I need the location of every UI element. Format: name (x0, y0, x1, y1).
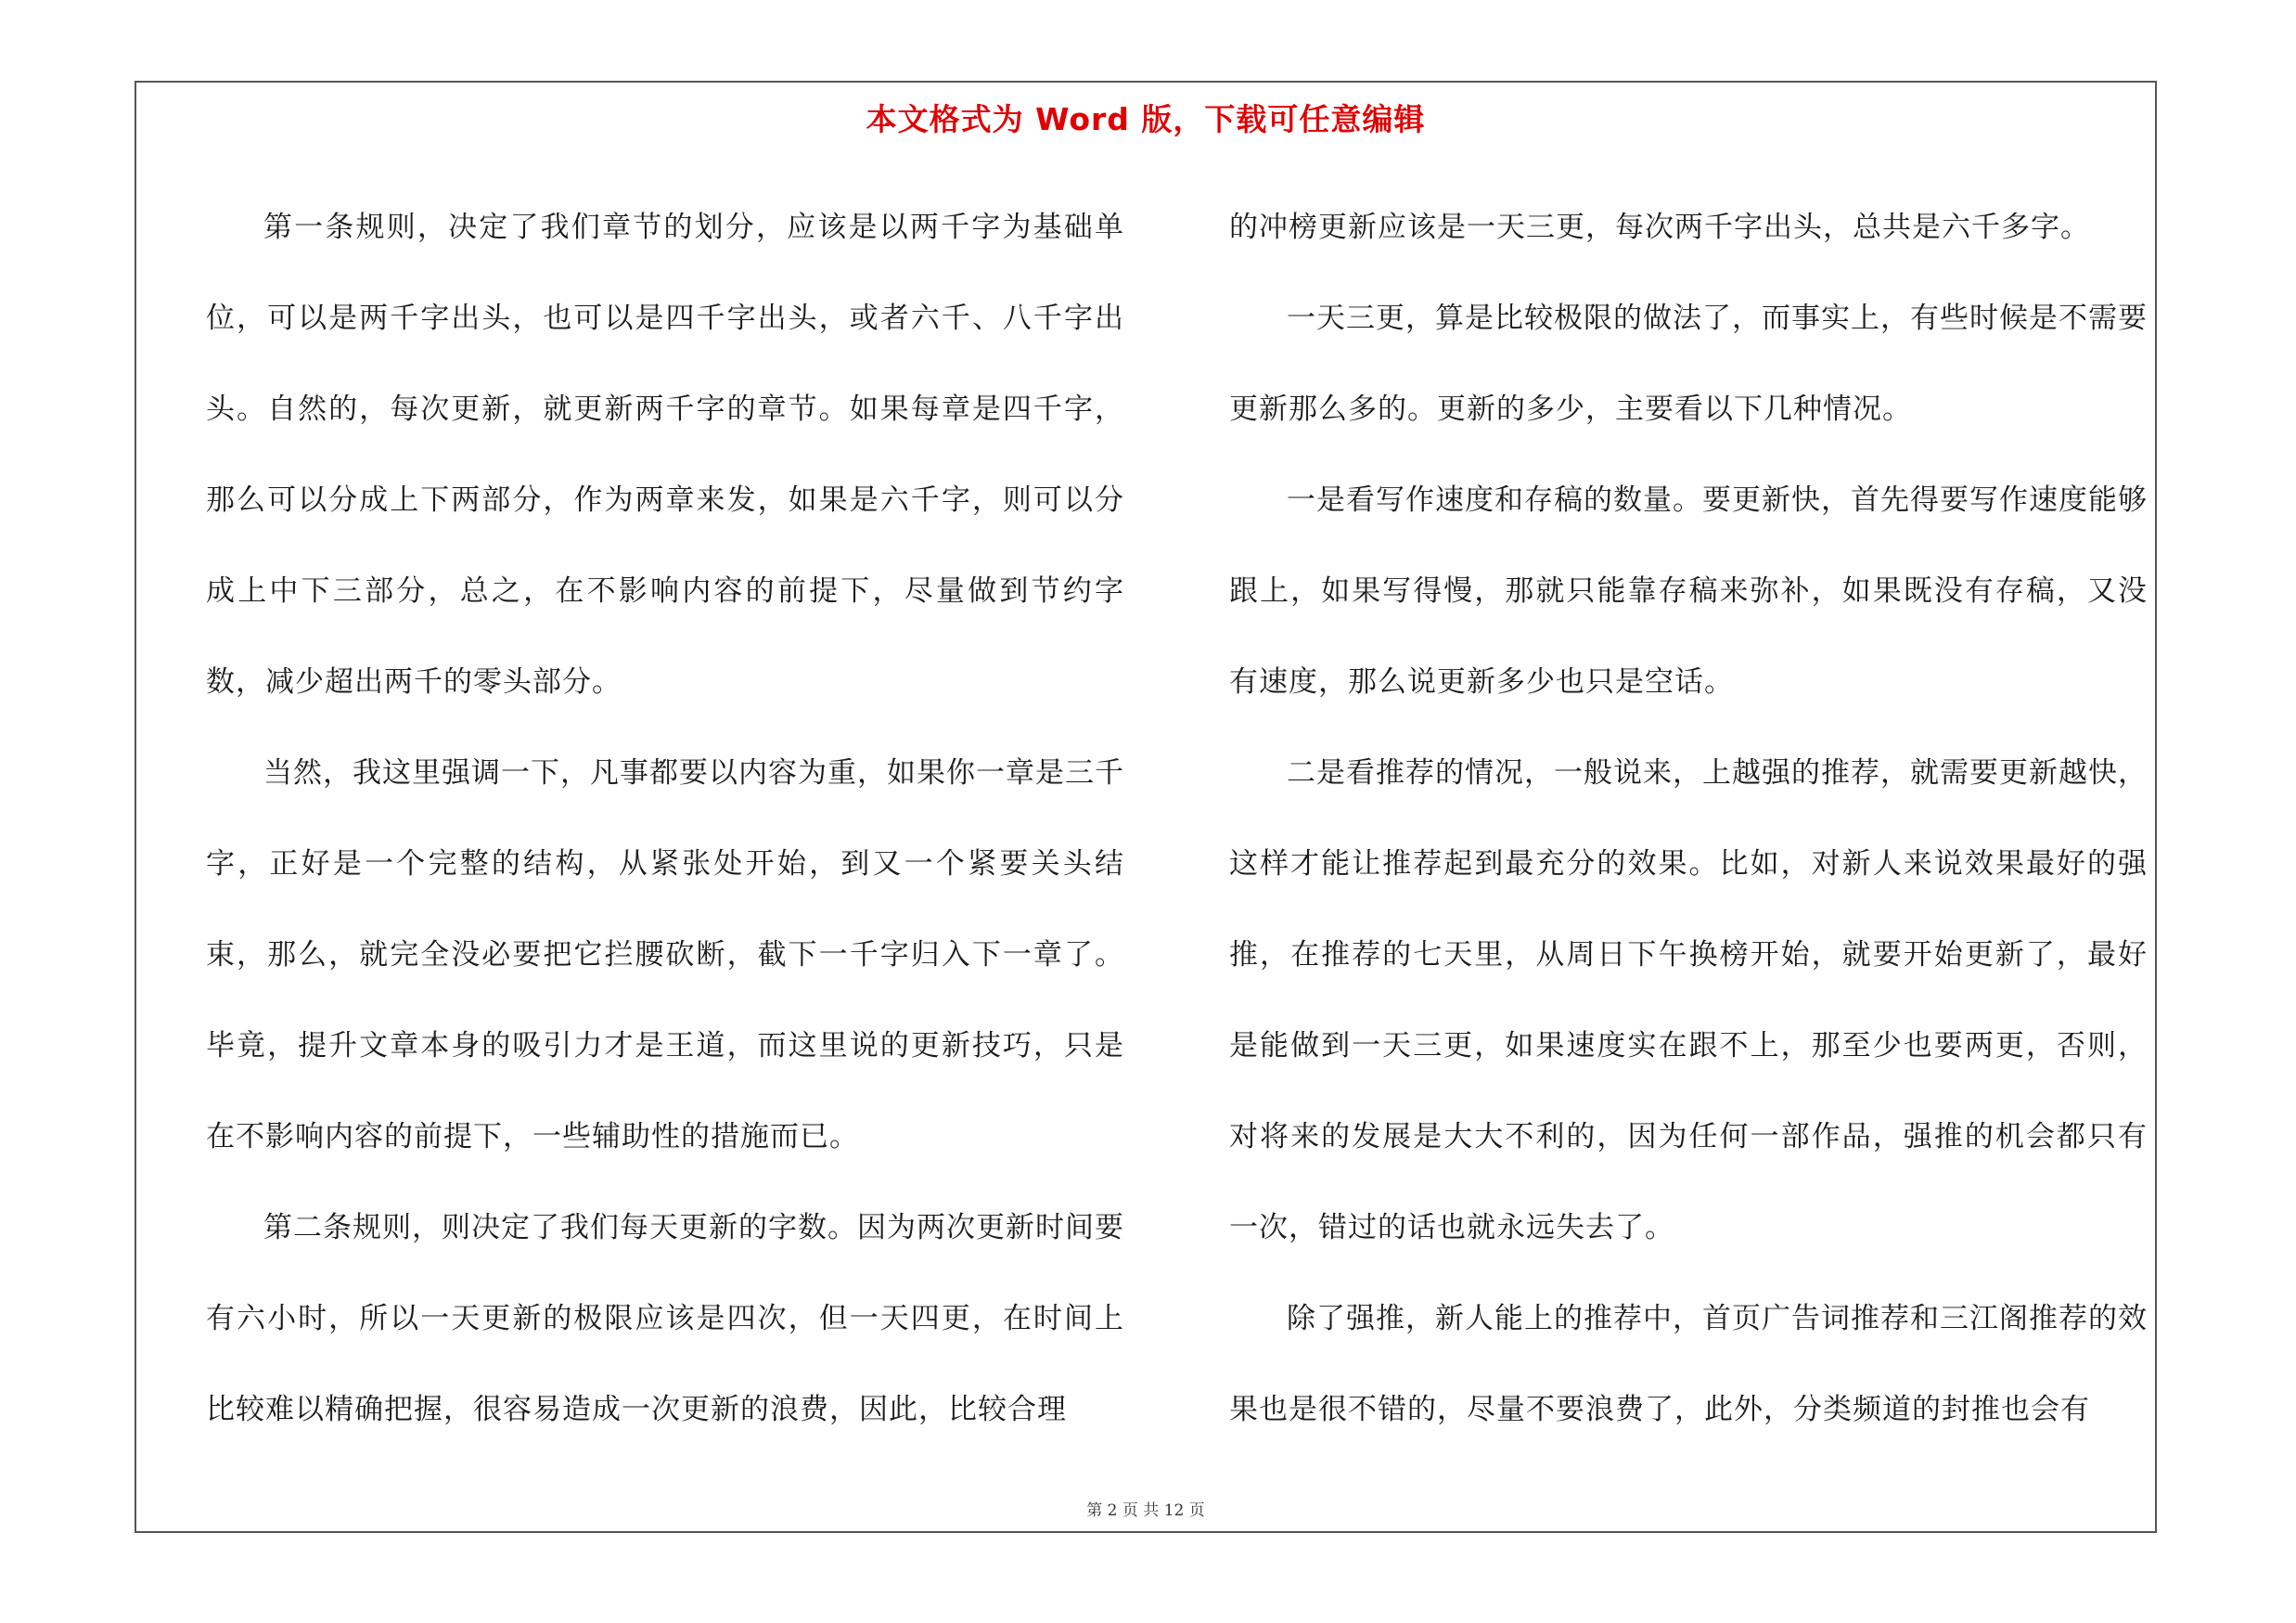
paragraph: 除了强推，新人能上的推荐中，首页广告词推荐和三江阁推荐的效果也是很不错的，尽量不要浪费了，此外，分类频道的封推也会有 (1229, 1302, 2148, 1426)
page-frame (135, 81, 2157, 1533)
paragraph: 第二条规则，则决定了我们每天更新的字数。因为两次更新时间要有六小时，所以一天更新的极限应该是四次，但一天四更，在时间上比较难以精确把握，很容易造成一次更新的浪费，因此，比较合理 (206, 1211, 1124, 1426)
word-format-banner: 本文格式为 Word 版，下载可任意编辑 (866, 101, 1426, 137)
paragraph: 二是看推荐的情况，一般说来，上越强的推荐，就需要更新越快，这样才能让推荐起到最充分的效果。比如，对新人来说效果最好的强推，在推荐的七天里，从周日下午换榜开始，就要开始更新了，最好是能做到一天三更，如果速度实在跟不上，那至少也要两更，否则，对将来的发展是大大不利的，因为任何一部作品，强推的机会都只有一次，错过的话也就永远失去了。 (1229, 756, 2148, 1244)
paragraph: 当然，我这里强调一下，凡事都要以内容为重，如果你一章是三千字，正好是一个完整的结构，从紧张处开始，到又一个紧要关头结束，那么，就完全没必要把它拦腰砍断，截下一千字归入下一章了。毕竟，提升文章本身的吸引力才是王道，而这里说的更新技巧，只是在不影响内容的前提下，一些辅助性的措施而已。 (206, 756, 1124, 1153)
page-number-footer: 第 2 页 共 12 页 (1086, 1501, 1205, 1520)
paragraph: 一天三更，算是比较极限的做法了，而事实上，有些时候是不需要更新那么多的。更新的多少，主要看以下几种情况。 (1229, 302, 2148, 426)
paragraph: 一是看写作速度和存稿的数量。要更新快，首先得要写作速度能够跟上，如果写得慢，那就只能靠存稿来弥补，如果既没有存稿，又没有速度，那么说更新多少也只是空话。 (1229, 483, 2148, 699)
right-text-column (1229, 182, 2148, 1455)
left-text-column (206, 182, 1124, 1455)
paragraph-continuation: 的冲榜更新应该是一天三更，每次两千字出头，总共是六千多字。 (1229, 211, 2090, 244)
paragraph: 第一条规则，决定了我们章节的划分，应该是以两千字为基础单位，可以是两千字出头，也可以是四千字出头，或者六千、八千字出头。自然的，每次更新，就更新两千字的章节。如果每章是四千字，那么可以分成上下两部分，作为两章来发，如果是六千字，则可以分成上中下三部分，总之，在不影响内容的前提下，尽量做到节约字数，减少超出两千的零头部分。 (206, 211, 1124, 699)
